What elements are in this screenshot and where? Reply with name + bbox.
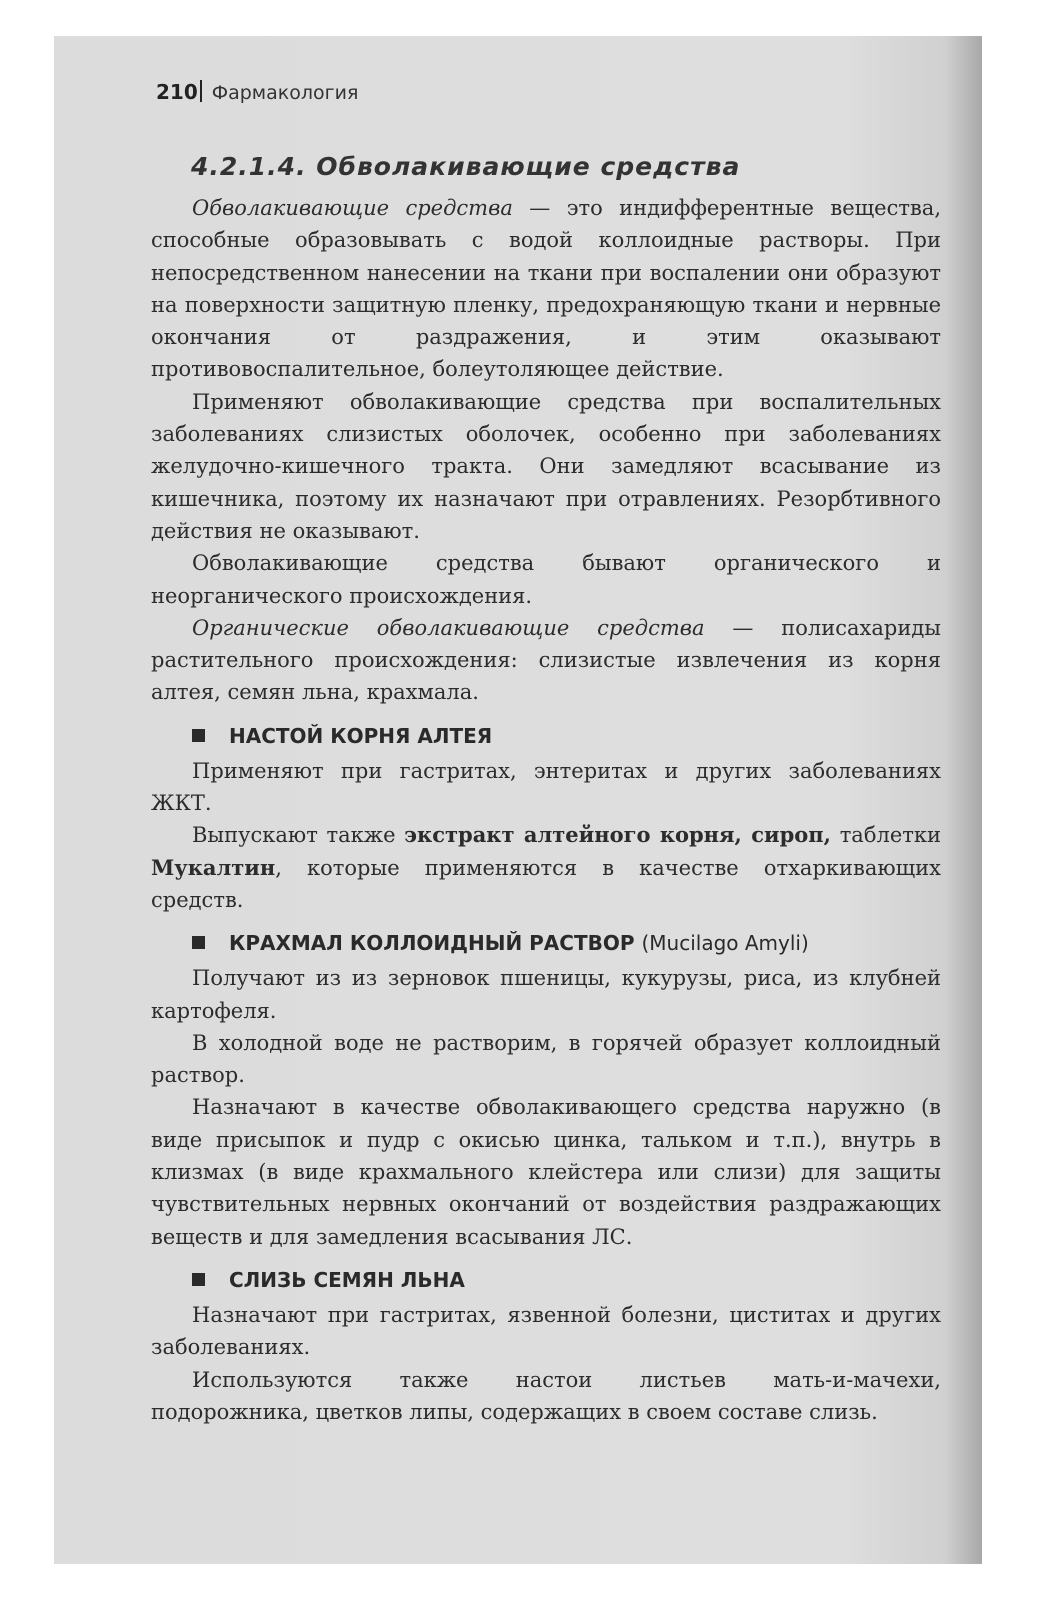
term-coating-agents: Обволакивающие средства: [192, 196, 513, 220]
subheading-starch: [192, 924, 941, 962]
subheading-starch-latin: (Mucilago Amyli): [641, 931, 809, 956]
subheading-althaea-title: НАСТОЙ КОРНЯ АЛТЕЯ: [229, 723, 493, 748]
square-bullet-icon: [192, 729, 205, 742]
subheading-flax: [192, 1261, 941, 1299]
subheading-althaea: [192, 717, 941, 755]
header-divider: [200, 80, 202, 102]
althaea-paragraph-2-start: Выпускают также: [192, 823, 405, 848]
running-title: Фармакология: [211, 82, 359, 104]
subheading-starch-title: КРАХМАЛ КОЛЛОИДНЫЙ РАСТВОР: [229, 931, 635, 956]
intro-paragraph-3: Обволакивающие средства бывают органического и неорганического происхождения.: [151, 551, 941, 608]
term-organic-coating-agents: Органические обволакивающие средства: [192, 615, 705, 640]
flax-paragraph-1: Назначают при гастритах, язвенной болезни, циститах и других заболеваниях.: [151, 1302, 941, 1360]
intro-paragraph-4-text: — полисахариды растительного происхождения: слизистые извлечения из корня алтея, семян льна, крахмала.: [151, 615, 941, 705]
intro-paragraph-1: [151, 192, 941, 386]
starch-paragraph-3: Назначают в качестве обволакивающего средства наружно (в виде присыпок и пудр с окисью цинка, тальком и т.п.), внутрь в клизмах (в виде крахмального клейстера или слизи) для защиты чувствительных нервных окончаний от воздействия раздражающих веществ и для замедления всасывания ЛС.: [151, 1095, 941, 1249]
section-heading: 4.2.1.4. Обволакивающие средства: [191, 152, 741, 181]
subheading-flax-title: СЛИЗЬ СЕМЯН ЛЬНА: [229, 1267, 465, 1292]
starch-paragraph-2: В холодной воде не растворим, в горячей образует коллоидный раствор.: [151, 1030, 941, 1088]
althaea-paragraph-2-mid: таблетки: [830, 823, 941, 848]
scanned-page: [54, 36, 982, 1564]
square-bullet-icon: [192, 936, 205, 949]
page-number: 210: [156, 80, 198, 104]
drug-name-mucaltin: Мукалтин: [151, 854, 276, 880]
althaea-paragraph-1: Применяют при гастритах, энтеритах и других заболеваниях ЖКТ.: [151, 758, 941, 816]
intro-paragraph-1-text: — это индифферентные вещества, способные образовывать с водой коллоидные растворы. При непосредственном нанесении на ткани при воспалении они образуют на поверхности защитную пленку, предохраняющую ткани и нервные окончания от раздражения, и этим оказывают противовоспалительное, болеутоляющее действие.: [151, 196, 941, 382]
flax-paragraph-2: Используются также настои листьев мать-и-мачехи, подорожника, цветков липы, содержащих в своем составе слизь.: [151, 1367, 941, 1424]
drug-names-extract-syrup: экстракт алтейного корня, сироп,: [404, 822, 831, 848]
running-header: [156, 80, 358, 104]
text-column: [151, 192, 941, 1428]
starch-paragraph-1: Получают из из зерновок пшеницы, кукурузы, риса, из клубней картофеля.: [151, 966, 941, 1023]
althaea-paragraph-2-end: , которые применяются в качестве отхаркивающих средств.: [151, 855, 941, 912]
intro-paragraph-2: Применяют обволакивающие средства при воспалительных заболеваниях слизистых оболочек, особенно при заболеваниях желудочно-кишечного тракта. Они замедляют всасывание из кишечника, поэтому их назначают при отравлениях. Резорбтивного действия не оказывают.: [151, 389, 941, 543]
intro-paragraph-4: [151, 612, 941, 709]
square-bullet-icon: [192, 1273, 205, 1286]
althaea-paragraph-2: [151, 819, 941, 916]
